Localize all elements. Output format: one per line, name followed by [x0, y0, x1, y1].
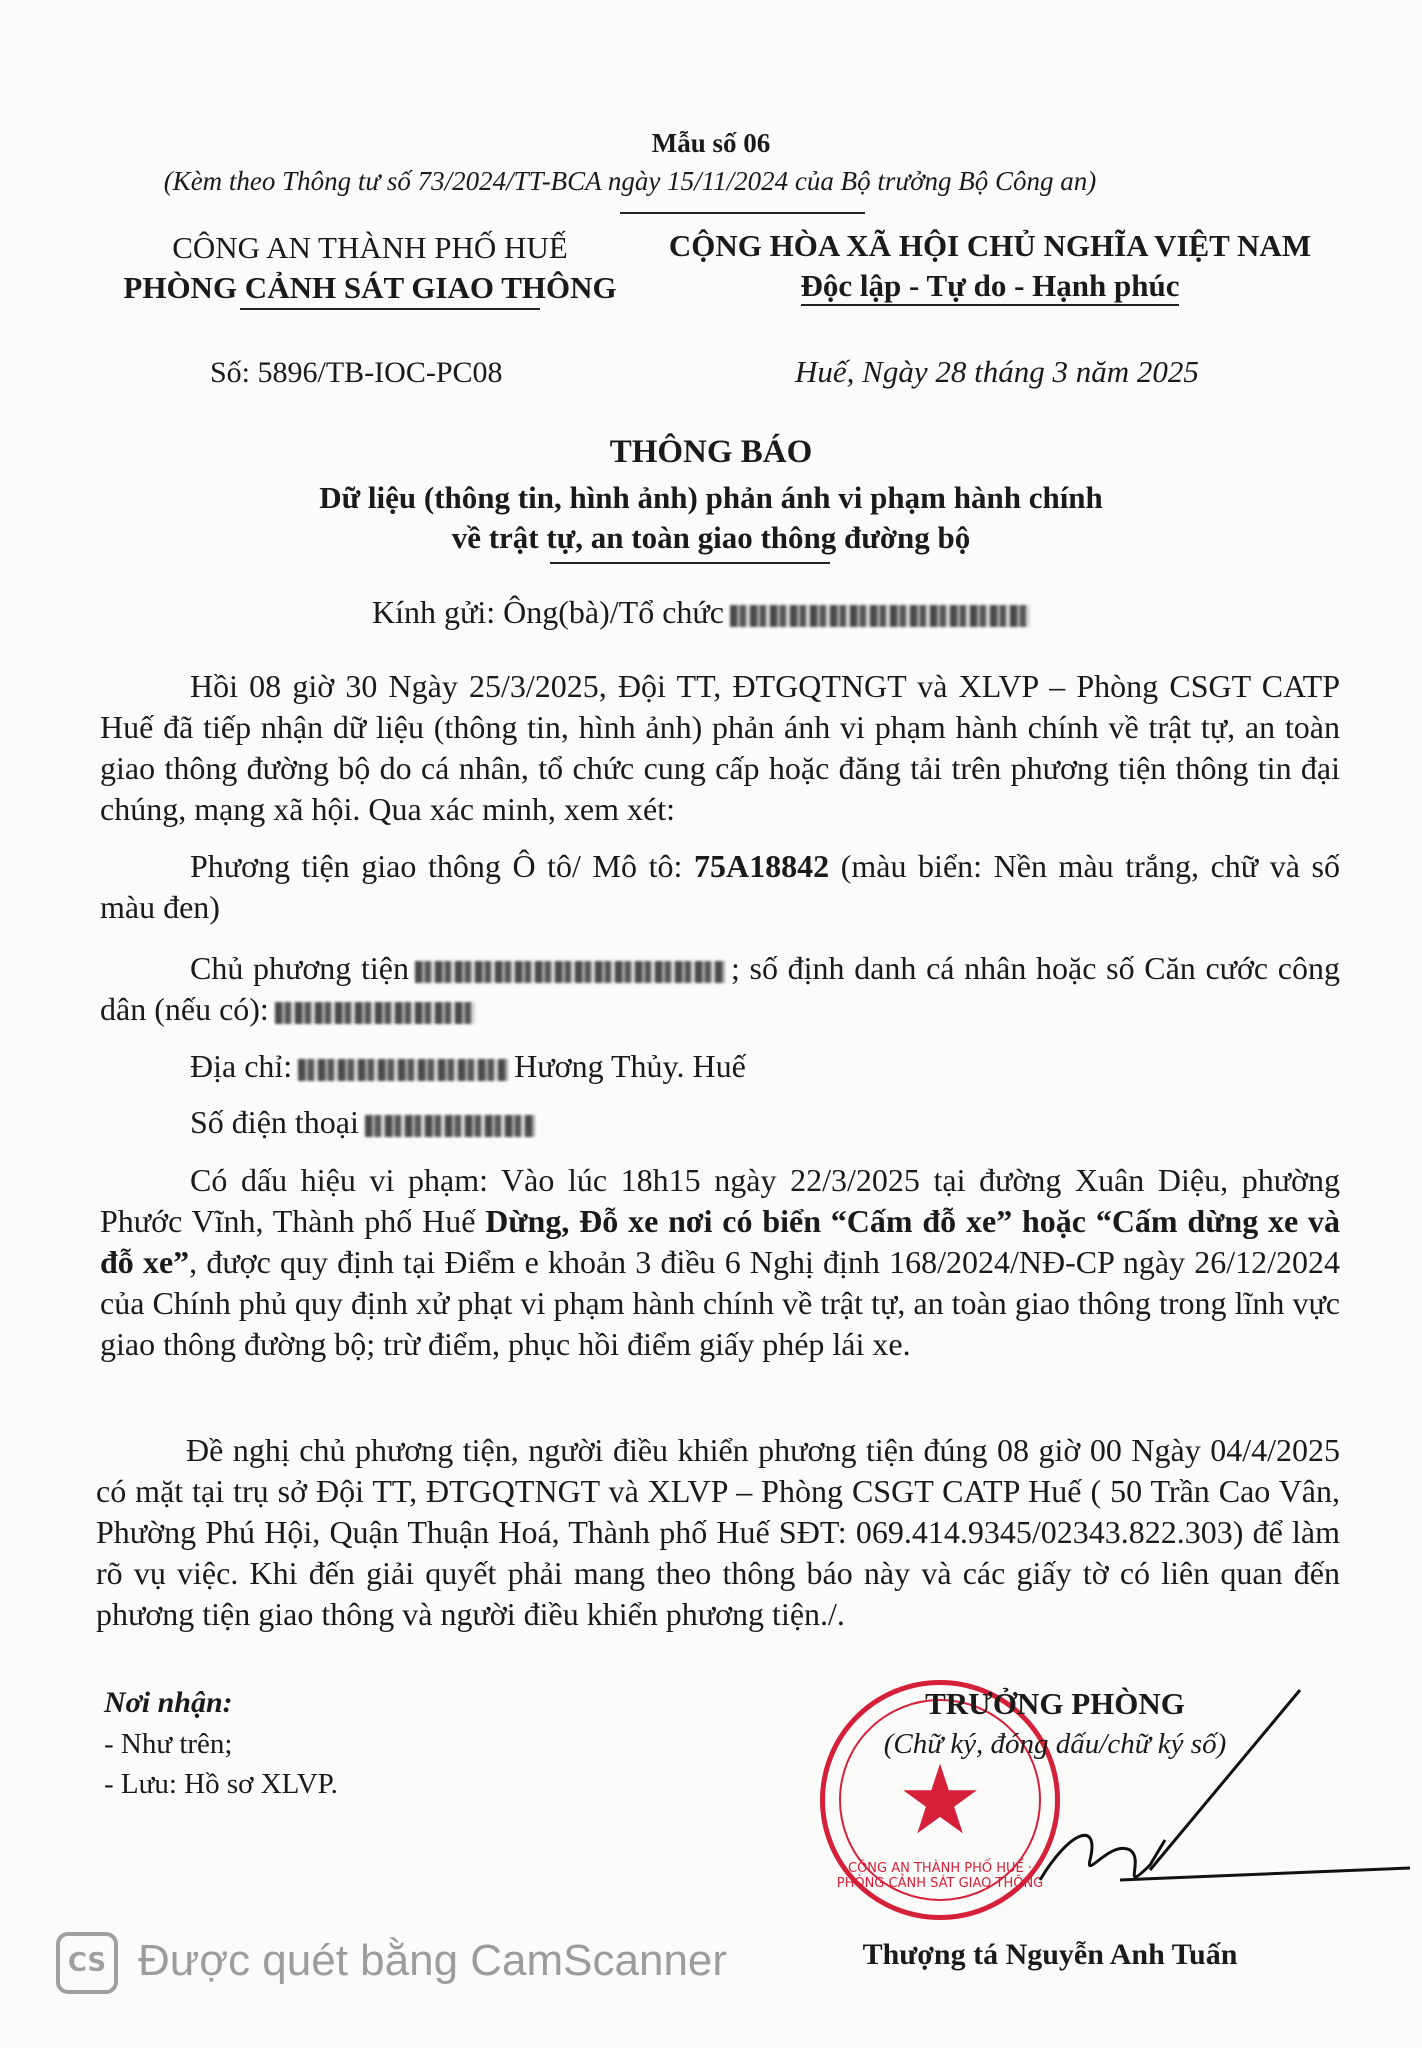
signature [1000, 1680, 1420, 1930]
owner-middle: ; số định danh cá nhân hoặc số Căn cước công dân (nếu có): [100, 950, 1341, 1027]
form-note: (Kèm theo Thông tư số 73/2024/TT-BCA ngày 15/11/2024 của Bộ trưởng Bộ Công an) [163, 166, 1097, 196]
department-name: PHÒNG CẢNH SÁT GIAO THÔNG [123, 270, 617, 305]
phone [190, 1102, 541, 1143]
form-number: Mẫu số 06 [651, 128, 771, 158]
paragraph-intro: Hồi 08 giờ 30 Ngày 25/3/2025, Đội TT, ĐTGQTNGT và XLVP – Phòng CSGT CATP Huế đã tiếp nhận dữ liệu (thông tin, hình ảnh) phản ánh vi phạm hành chính về trật tự, an toàn giao thông đường bộ do cá nhân, tổ chức cung cấp hoặc đăng tải trên phương tiện thông tin đại chúng, mạng xã hội. Qua xác minh, xem xét: [100, 668, 1340, 827]
redacted-id-number [275, 1002, 475, 1024]
signer-position: TRƯỞNG PHÒNG [925, 1686, 1185, 1721]
violation-description [100, 1160, 1340, 1365]
signer-name: Thượng tá Nguyễn Anh Tuấn [862, 1938, 1238, 1971]
owner-prefix: Chủ phương tiện [190, 950, 409, 986]
camscanner-logo: CS [56, 1932, 118, 1994]
motto-text: Độc lập - Tự do - Hạnh phúc [801, 268, 1180, 306]
recipients-heading: Nơi nhận: [104, 1686, 233, 1719]
address-value: Hương Thủy. Huế [514, 1048, 746, 1084]
appearance-request: Đề nghị chủ phương tiện, người điều khiển phương tiện đúng 08 giờ 00 Ngày 04/4/2025 có mặt tại trụ sở Đội TT, ĐTGQTNGT và XLVP – Phòng CSGT CATP Huế ( 50 Trần Cao Vân, Phường Phú Hội, Quận Thuận Hoá, Thành phố Huế SĐT: 069.414.9345/02343.822.303) để làm rõ vụ việc. Khi đến giải quyết phải mang theo thông báo này và các giấy tờ có liên quan đến phương tiện giao thông và người điều khiển phương tiện./. [96, 1432, 1340, 1632]
vehicle-suffix: (màu biển: Nền màu trắng, chữ và số màu đen) [100, 848, 1341, 925]
redacted-phone [365, 1115, 535, 1137]
document-number: Số: 5896/TB-IOC-PC08 [210, 356, 503, 389]
document-subtitle-1: Dữ liệu (thông tin, hình ảnh) phản ánh vi phạm hành chính [319, 480, 1103, 515]
violation-part1: Có dấu hiệu vi phạm: Vào lúc 18h15 ngày 22/3/2025 tại đường Xuân Diệu, phường Phước Vĩnh, Thành phố Huế [100, 1162, 1340, 1239]
motto [630, 268, 1350, 306]
signature-note: (Chữ ký, đóng dấu/chữ ký số) [883, 1728, 1227, 1760]
violation-act: Dừng, Đỗ xe nơi có biển “Cấm đỗ xe” hoặc “Cấm dừng xe và đỗ xe” [100, 1203, 1341, 1280]
greeting [372, 594, 1036, 631]
divider [620, 212, 865, 214]
license-plate: 75A18842 [693, 848, 830, 884]
violation-part2: , được quy định tại Điểm e khoản 3 điều 6 Nghị định 168/2024/NĐ-CP ngày 26/12/2024 của Chính phủ quy định xử phạt vi phạm hành chính về trật tự, an toàn giao thông trong lĩnh vực giao thông đường bộ; trừ điểm, phục hồi điểm giấy phép lái xe. [100, 1244, 1341, 1362]
vehicle-prefix: Phương tiện giao thông Ô tô/ Mô tô: [190, 848, 694, 884]
divider [550, 562, 830, 564]
country-name: CỘNG HÒA XÃ HỘI CHỦ NGHĨA VIỆT NAM [668, 228, 1312, 263]
redacted-address [298, 1059, 508, 1081]
document-date: Huế, Ngày 28 tháng 3 năm 2025 [795, 354, 1199, 389]
address-label: Địa chỉ: [190, 1048, 293, 1084]
recipient-item: - Như trên; [104, 1728, 233, 1760]
star-icon: ★ [896, 1747, 984, 1854]
recipient-item: - Lưu: Hồ sơ XLVP. [104, 1768, 338, 1800]
greeting-label: Kính gửi: Ông(bà)/Tổ chức [372, 594, 724, 630]
redacted-owner [415, 961, 725, 983]
address [190, 1046, 746, 1087]
redacted-recipient [730, 605, 1030, 627]
agency-name: CÔNG AN THÀNH PHỐ HUẾ [172, 230, 568, 265]
vehicle-info [100, 846, 1340, 928]
document-subtitle-2: về trật tự, an toàn giao thông đường bộ [451, 520, 971, 555]
owner-info [100, 948, 1340, 1030]
camscanner-watermark: Được quét bằng CamScanner [138, 1936, 728, 1985]
document-title: THÔNG BÁO [609, 434, 813, 470]
phone-label: Số điện thoại [190, 1104, 359, 1140]
divider [240, 308, 540, 310]
seal-text: CÔNG AN THÀNH PHỐ HUẾ · PHÒNG CẢNH SÁT GIAO THÔNG [836, 1861, 1044, 1891]
